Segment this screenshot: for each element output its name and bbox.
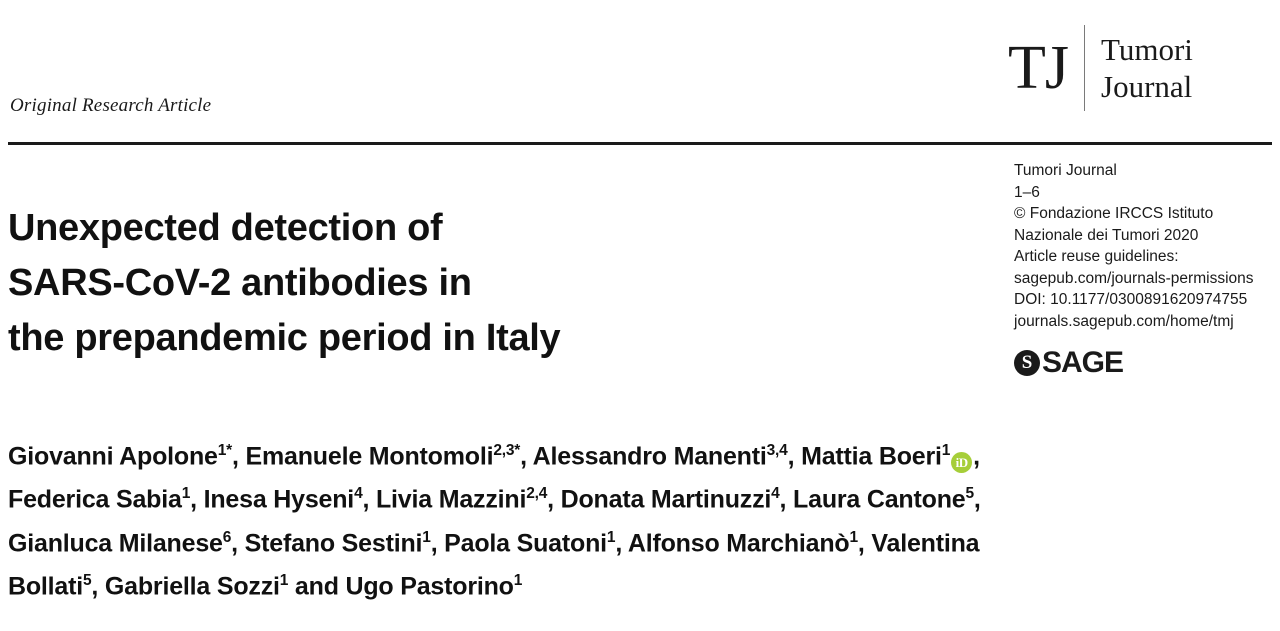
author-affiliation-marker: 1 [513, 571, 523, 589]
author-name: and Ugo Pastorino [288, 572, 514, 601]
meta-reuse-link[interactable]: sagepub.com/journals-permissions [1014, 269, 1254, 287]
meta-copyright-line-1: © Fondazione IRCCS Istituto [1014, 205, 1214, 222]
author-affiliation-marker: 3,4 [766, 442, 788, 459]
author-name: , Gabriella Sozzi [91, 572, 280, 601]
meta-reuse-label: Article reuse guidelines: [1014, 248, 1179, 265]
journal-logo [1008, 18, 1248, 118]
title-line-2: SARS-CoV-2 antibodies in [8, 262, 472, 305]
author-affiliation-marker: 1 [422, 528, 431, 546]
publisher-logo [1014, 348, 1123, 378]
author-affiliation-marker: 4 [354, 485, 363, 503]
author-affiliation-marker: 1* [217, 442, 233, 459]
author-affiliation-marker: 1 [606, 528, 616, 546]
author-affiliation-marker: 1 [181, 485, 191, 503]
article-type-label: Original Research Article [10, 95, 212, 116]
sage-wordmark: SAGE [1042, 346, 1124, 379]
header-divider [8, 142, 1272, 145]
author-name: , Mattia Boeri [787, 442, 942, 471]
title-line-3: the prepandemic period in Italy [8, 317, 561, 360]
author-name: , Inesa Hyseni [190, 485, 355, 514]
meta-copyright-line-2: Nazionale dei Tumori 2020 [1014, 226, 1199, 244]
journal-logo-name-line1: Tumori [1101, 32, 1193, 67]
meta-pages: 1–6 [1014, 183, 1040, 201]
journal-logo-name [1101, 31, 1193, 105]
journal-logo-name-line2: Journal [1101, 69, 1193, 104]
meta-doi[interactable]: DOI: 10.1177/0300891620974755 [1014, 291, 1248, 308]
author-affiliation-marker: 2,3* [493, 442, 521, 459]
author-name: , Livia Mazzini [362, 485, 527, 514]
author-affiliation-marker: 1 [279, 571, 289, 589]
author-name: , Alessandro Manenti [520, 442, 767, 471]
meta-journal: Tumori Journal [1014, 162, 1117, 179]
logo-divider [1084, 25, 1085, 111]
author-list [8, 432, 988, 605]
author-name: , Laura Cantone [779, 485, 966, 514]
author-affiliation-marker: 5 [965, 485, 974, 503]
author-affiliation-marker: 1 [941, 442, 951, 459]
author-name: , Alfonso Marchianò [615, 528, 850, 557]
title-line-1: Unexpected detection of [8, 207, 443, 250]
meta-home-link[interactable]: journals.sagepub.com/home/tmj [1014, 312, 1234, 330]
orcid-icon[interactable]: iD [951, 452, 972, 473]
author-name: , Paola Suatoni [430, 528, 607, 557]
sage-mark-icon: S [1014, 350, 1040, 376]
author-name: , Donata Martinuzzi [547, 485, 772, 514]
author-name: , Valentina Bollati [8, 528, 980, 601]
author-name: , Federica Sabia [8, 442, 980, 514]
author-name: Giovanni Apolone [8, 442, 218, 471]
author-affiliation-marker: 4 [771, 485, 780, 503]
author-name: , Stefano Sestini [231, 528, 423, 557]
author-affiliation-marker: 6 [222, 528, 232, 546]
author-affiliation-marker: 2,4 [526, 485, 548, 503]
author-name: , Gianluca Milanese [8, 485, 981, 557]
author-name: , Emanuele Montomoli [232, 442, 494, 471]
publication-metadata [1014, 160, 1272, 332]
author-affiliation-marker: 5 [83, 571, 92, 589]
page-title [8, 201, 768, 366]
author-affiliation-marker: 1 [849, 528, 858, 546]
journal-logo-initials: TJ [1008, 34, 1068, 102]
